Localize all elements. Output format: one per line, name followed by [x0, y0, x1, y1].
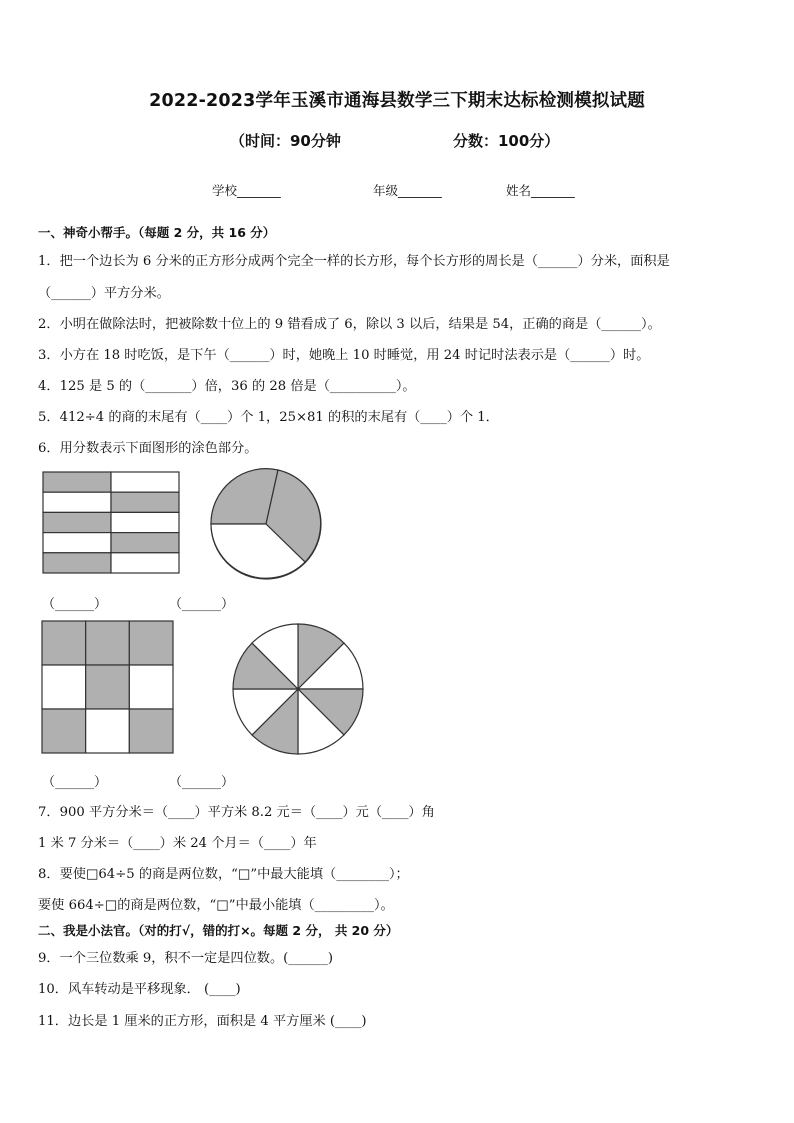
grid-cell-shaded [42, 621, 86, 665]
grid-cell-blank [42, 665, 86, 709]
grid-cell-shaded [86, 621, 130, 665]
q6-answer-blank-4: （______） [169, 775, 235, 790]
question-1-line-1: 1．把一个边长为 6 分米的正方形分成两个完全一样的长方形，每个长方形的周长是（______）分米，面积是 [38, 254, 670, 269]
q6-answer-blank-2: （______） [169, 597, 235, 612]
question-11: 11．边长是 1 厘米的正方形，面积是 4 平方厘米 (____) [38, 1014, 367, 1029]
question-1-line-2: （______）平方分米。 [38, 286, 170, 301]
page-title: 2022-2023学年玉溪市通海县数学三下期末达标检测模拟试题 [149, 91, 645, 111]
q6-answer-blank-3: （______） [42, 775, 108, 790]
question-6: 6．用分数表示下面图形的涂色部分。 [38, 441, 258, 456]
grid-cell-shaded [129, 709, 173, 753]
grid-cell-blank [111, 472, 179, 492]
question-4: 4．125 是 5 的（_______）倍，36 的 28 倍是（__________）。 [38, 379, 416, 394]
q6-answer-blank-1: （______） [42, 597, 108, 612]
grid-cell-shaded [111, 533, 179, 553]
grid-cell-blank [111, 512, 179, 532]
grid-cell-shaded [43, 553, 111, 573]
section-2-heading: 二、我是小法官。（对的打√，错的打×。每题 2 分， 共 20 分） [38, 923, 399, 938]
grid-cell-shaded [111, 492, 179, 512]
grid-cell-shaded [43, 472, 111, 492]
grid-cell-shaded [42, 709, 86, 753]
question-2: 2．小明在做除法时，把被除数十位上的 9 错看成了 6，除以 3 以后，结果是 54，正确的商是（______）。 [38, 317, 661, 332]
grid-cell-shaded [129, 621, 173, 665]
question-5: 5．412÷4 的商的末尾有（____）个 1，25×81 的积的末尾有（____）个 1． [38, 410, 499, 425]
question-8-line-2: 要使 664÷□的商是两位数，“□”中最小能填（_________）。 [38, 898, 394, 913]
question-9: 9．一个三位数乘 9，积不一定是四位数。(______) [38, 951, 334, 966]
grade-field: 年级_______ [373, 183, 442, 198]
question-10: 10．风车转动是平移现象． (____) [38, 982, 241, 997]
figure-circle-eighths [231, 622, 365, 756]
figure-square-grid [41, 620, 174, 754]
figure-circle-thirds [208, 468, 324, 580]
section-1-heading: 一、神奇小帮手。（每题 2 分，共 16 分） [38, 225, 276, 240]
question-7-line-2: 1 米 7 分米＝（____）米 24 个月＝（____）年 [38, 836, 317, 851]
question-8-line-1: 8．要使□64÷5 的商是两位数，“□”中最大能填（________）； [38, 867, 409, 882]
name-field: 姓名_______ [506, 183, 575, 198]
grid-cell-shaded [86, 665, 130, 709]
figure-rect-grid [42, 471, 180, 574]
grid-cell-blank [111, 553, 179, 573]
school-field: 学校_______ [212, 183, 281, 198]
grid-cell-blank [43, 492, 111, 512]
question-7-line-1: 7．900 平方分米＝（____）平方米 8.2 元＝（____）元（____）角 [38, 805, 435, 820]
grid-cell-blank [43, 533, 111, 553]
grid-cell-shaded [43, 512, 111, 532]
question-3: 3．小方在 18 时吃饭，是下午（______）时，她晚上 10 时睡觉，用 24 时记时法表示是（______）时。 [38, 348, 650, 363]
exam-score: 分数：100分） [453, 132, 560, 150]
grid-cell-blank [129, 665, 173, 709]
exam-time: （时间：90分钟 [230, 132, 341, 150]
grid-cell-blank [86, 709, 130, 753]
